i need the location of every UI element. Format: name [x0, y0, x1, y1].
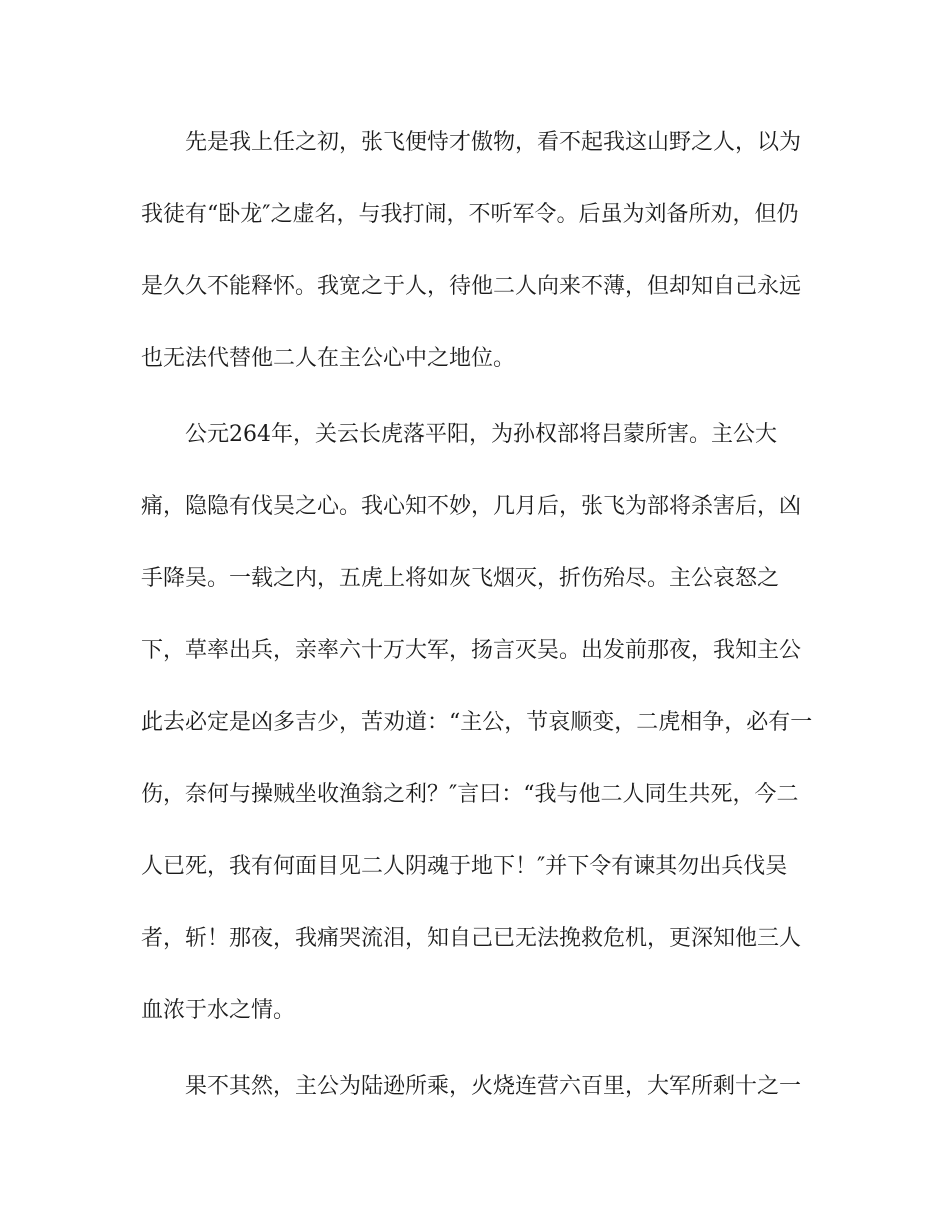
- paragraph-line: 先是我上任之初，张飞便恃才傲物，看不起我这山野之人，以为: [185, 130, 802, 155]
- paragraph-line: 是久久不能释怀。我宽之于人，待他二人向来不薄，但却知自己永远: [141, 274, 802, 299]
- paragraph-line: 也无法代替他二人在主公心中之地位。: [141, 346, 516, 371]
- paragraph-line: 此去必定是凶多吉少，苦劝道：“主公，节哀顺变，二虎相争，必有一: [141, 710, 813, 735]
- paragraph-line: 下，草率出兵，亲率六十万大军，扬言灭吴。出发前那夜，我知主公: [141, 638, 802, 663]
- paragraph-line: 手降吴。一载之内，五虎上将如灰飞烟灭，折伤殆尽。主公哀怒之: [141, 566, 780, 591]
- paragraph-line: 伤，奈何与操贼坐收渔翁之利？″言曰：“我与他二人同生共死，今二: [141, 782, 799, 807]
- paragraph-line: 果不其然，主公为陆逊所乘，火烧连营六百里，大军所剩十之一: [185, 1074, 802, 1099]
- paragraph-line: 痛，隐隐有伐吴之心。我心知不妙，几月后，张飞为部将杀害后，凶: [141, 494, 802, 519]
- paragraph-line: 者，斩！那夜，我痛哭流泪，知自己已无法挽救危机，更深知他三人: [141, 926, 802, 951]
- paragraph-line: 人已死，我有何面目见二人阴魂于地下！″并下令有谏其勿出兵伐吴: [141, 854, 788, 879]
- paragraph-line: 血浓于水之情。: [141, 998, 296, 1023]
- paragraph-line: 我徒有“卧龙″之虚名，与我打闹，不听军令。后虽为刘备所劝，但仍: [141, 202, 799, 227]
- paragraph-line: 公元264年，关云长虎落平阳，为孙权部将吕蒙所害。主公大: [185, 422, 777, 447]
